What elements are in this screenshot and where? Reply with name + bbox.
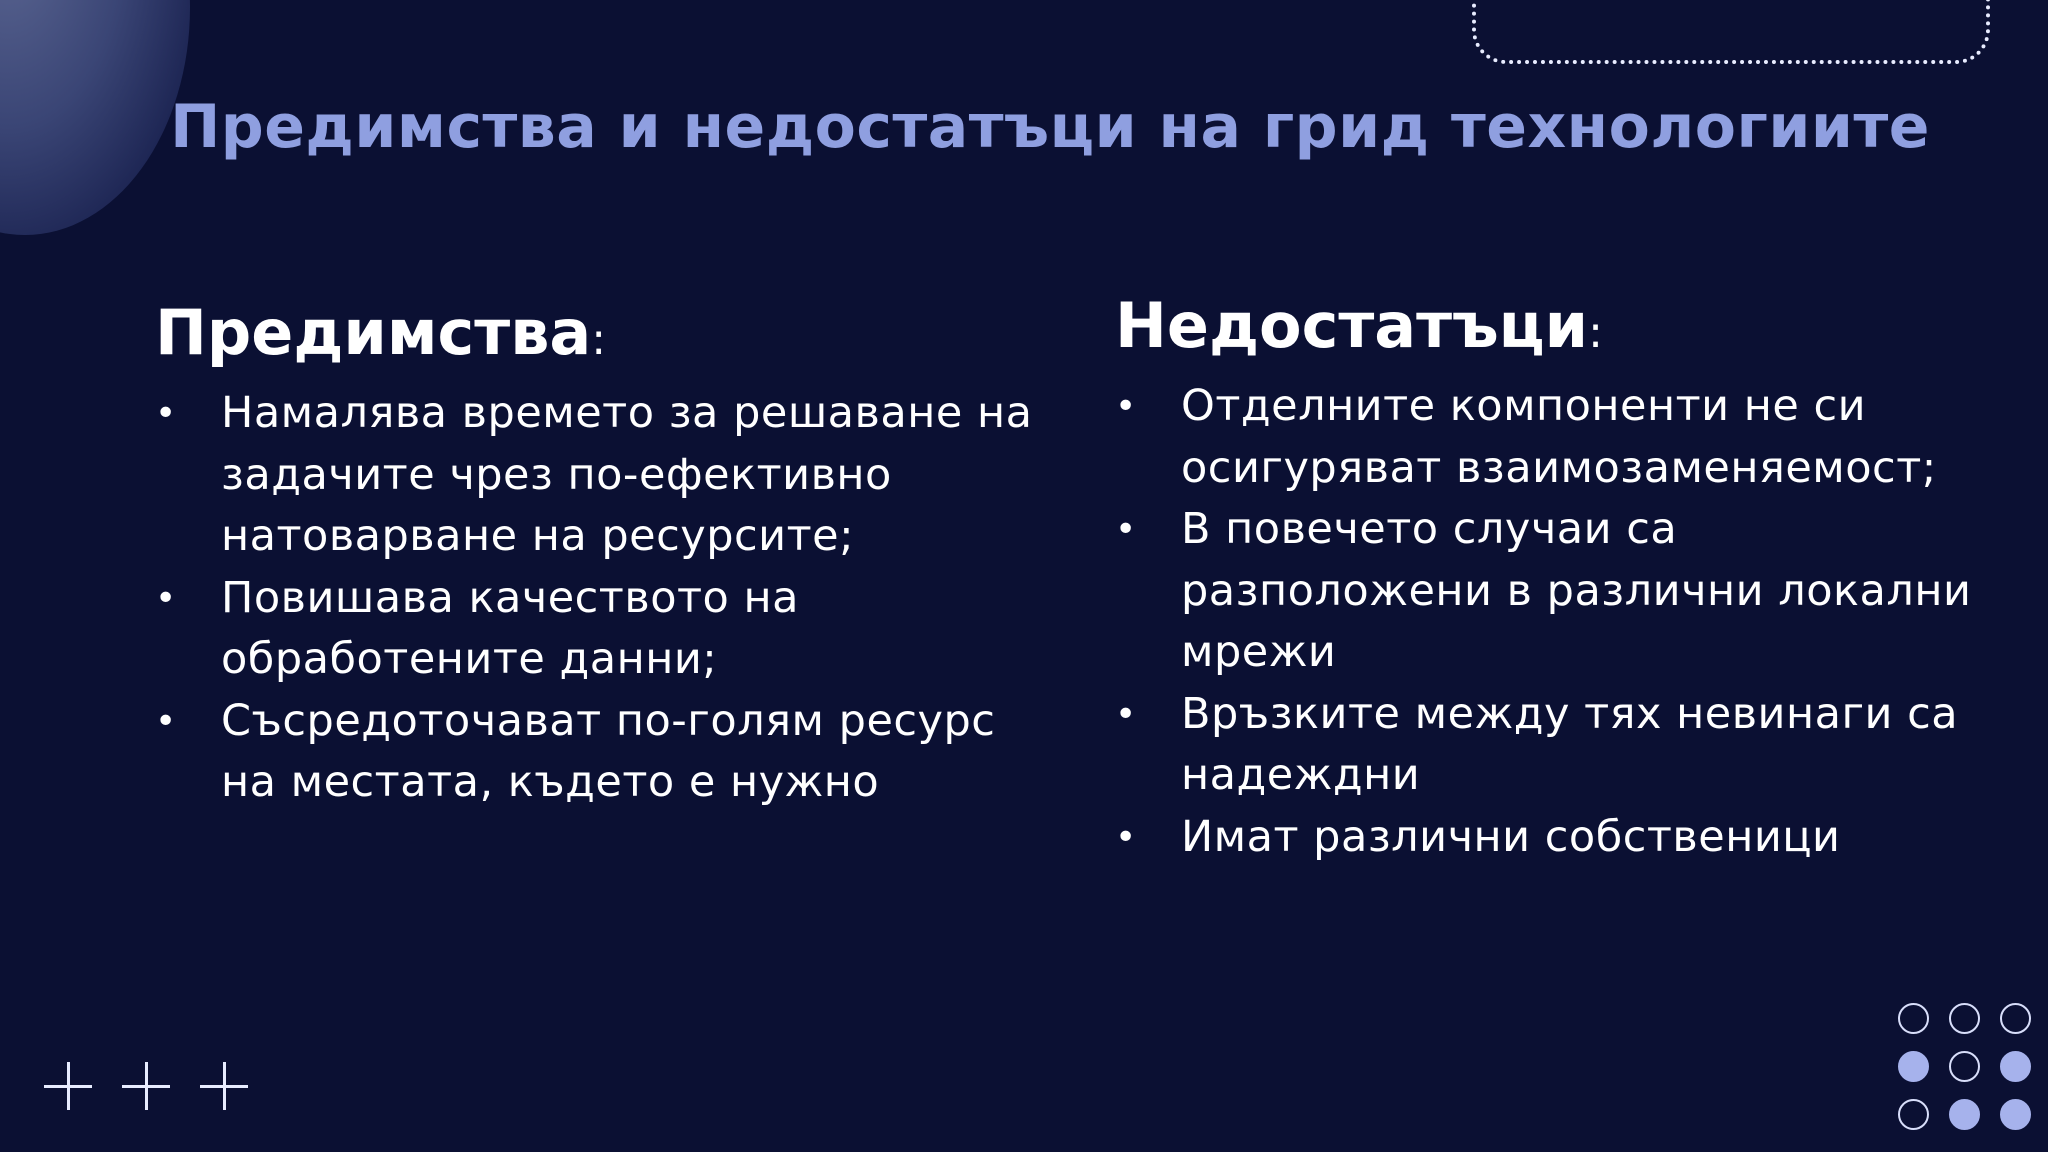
advantages-heading <box>155 292 1035 381</box>
bullet-icon: • <box>1115 509 1137 550</box>
bullet-icon: • <box>1115 816 1137 858</box>
outline-dot-icon <box>2000 1003 2031 1034</box>
bullet-icon: • <box>1115 693 1137 735</box>
disadvantages-list-item <box>1115 376 1995 499</box>
disadvantages-heading-text: Недостатъци <box>1115 289 1589 362</box>
bullet-icon: • <box>155 393 177 434</box>
outline-dot-icon <box>1949 1003 1980 1034</box>
bullet-icon: • <box>155 577 177 619</box>
filled-dot-icon <box>1898 1051 1929 1082</box>
advantages-list <box>155 383 1035 814</box>
decorative-plus-row <box>44 1062 248 1110</box>
plus-icon <box>122 1062 170 1110</box>
disadvantages-item-text: В повечето случаи са разположени в различни локални мрежи <box>1181 504 1972 677</box>
disadvantages-list-item <box>1115 499 1995 684</box>
disadvantages-heading-colon: : <box>1588 307 1603 358</box>
advantages-heading-colon: : <box>591 314 607 365</box>
filled-dot-icon <box>2000 1051 2031 1082</box>
advantages-heading-text: Предимства <box>155 296 592 369</box>
disadvantages-heading <box>1115 285 1995 374</box>
advantages-list-item <box>155 568 1035 691</box>
outline-dot-icon <box>1949 1051 1980 1082</box>
advantages-list-item <box>155 691 1035 814</box>
disadvantages-list <box>1115 376 1995 868</box>
bullet-icon: • <box>155 700 177 742</box>
disadvantages-list-item <box>1115 684 1995 807</box>
outline-dot-icon <box>1898 1099 1929 1130</box>
advantages-item-text: Намалява времето за решаване на задачите чрез по-ефективно натоварване на ресурсите; <box>221 388 1033 561</box>
disadvantages-item-text: Отделните компоненти не си осигуряват взаимозаменяемост; <box>1181 381 1937 493</box>
decorative-dot-grid <box>1898 1003 2031 1130</box>
decorative-dotted-frame <box>1472 0 1990 64</box>
slide-title: Предимства и недостатъци на грид технологиите <box>170 92 1930 162</box>
bullet-icon: • <box>1115 386 1137 427</box>
advantages-column <box>155 292 1035 814</box>
outline-dot-icon <box>1898 1003 1929 1034</box>
disadvantages-item-text: Връзките между тях невинаги са надеждни <box>1181 688 1959 800</box>
disadvantages-item-text: Имат различни собственици <box>1181 811 1841 862</box>
filled-dot-icon <box>2000 1099 2031 1130</box>
plus-icon <box>44 1062 92 1110</box>
plus-icon <box>200 1062 248 1110</box>
disadvantages-list-item <box>1115 807 1995 869</box>
disadvantages-column <box>1115 285 1995 868</box>
filled-dot-icon <box>1949 1099 1980 1130</box>
advantages-item-text: Съсредоточават по-голям ресурс на местата, където е нужно <box>221 695 996 807</box>
advantages-item-text: Повишава качеството на обработените данни; <box>221 572 799 684</box>
advantages-list-item <box>155 383 1035 568</box>
